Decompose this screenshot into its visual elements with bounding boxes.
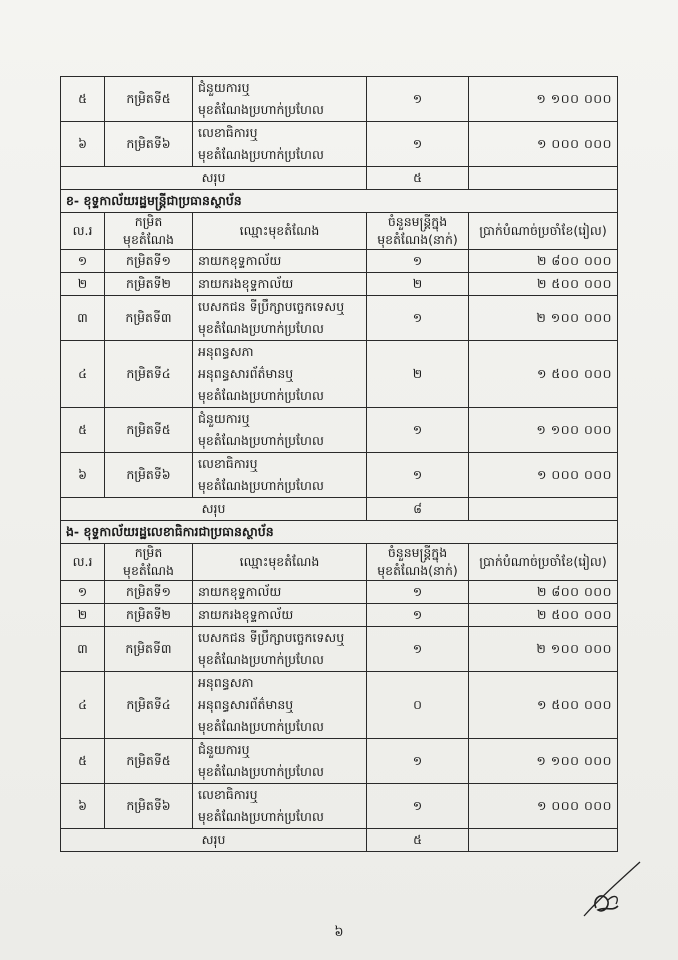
position-cell: នាយកខុទ្ទកាល័យ <box>193 250 367 273</box>
rank-cell: កម្រិតទី៤ <box>105 341 193 408</box>
position-cell: លេខាធិការឬ មុខតំណែងប្រហាក់ប្រហែល <box>193 122 367 167</box>
rank-cell: កម្រិតទី៦ <box>105 453 193 498</box>
row-number: ៦ <box>61 122 105 167</box>
row-number: ៦ <box>61 784 105 829</box>
section-heading-row <box>61 521 618 544</box>
position-cell: លេខាធិការឬ មុខតំណែងប្រហាក់ប្រហែល <box>193 784 367 829</box>
total-row <box>61 498 618 521</box>
salary-cell: ២ ៥០០ ០០០ <box>469 604 618 627</box>
position-cell: នាយករងខុទ្ទកាល័យ <box>193 273 367 296</box>
count-cell: ១ <box>367 784 469 829</box>
table-row <box>61 250 618 273</box>
row-number: ៣ <box>61 627 105 672</box>
salary-cell: ១ ០០០ ០០០ <box>469 784 618 829</box>
position-cell: នាយកខុទ្ទកាល័យ <box>193 581 367 604</box>
header-count: ចំនួនមន្ត្រីក្នុង មុខតំណែង(នាក់) <box>367 544 469 581</box>
total-count: ៥ <box>367 167 469 190</box>
rank-cell: កម្រិតទី៥ <box>105 408 193 453</box>
salary-cell: ២ ៥០០ ០០០ <box>469 273 618 296</box>
row-number: ៦ <box>61 453 105 498</box>
count-cell: ១ <box>367 296 469 341</box>
position-cell: បេសកជន ទីប្រឹក្សាបច្ចេកទេសឬ មុខតំណែងប្រហាក់ប្រហែល <box>193 627 367 672</box>
table-row <box>61 341 618 408</box>
salary-cell: ១ ០០០ ០០០ <box>469 453 618 498</box>
rank-cell: កម្រិតទី១ <box>105 250 193 273</box>
row-number: ៥ <box>61 77 105 122</box>
table-row <box>61 581 618 604</box>
position-cell: ជំនួយការឬ មុខតំណែងប្រហាក់ប្រហែល <box>193 408 367 453</box>
header-position: ឈ្មោះមុខតំណែង <box>193 544 367 581</box>
count-cell: ១ <box>367 77 469 122</box>
salary-cell: ១ ១០០ ០០០ <box>469 739 618 784</box>
table-row <box>61 604 618 627</box>
header-rank: កម្រិត មុខតំណែង <box>105 544 193 581</box>
header-row <box>61 544 618 581</box>
rank-cell: កម្រិតទី២ <box>105 604 193 627</box>
total-count: ៨ <box>367 498 469 521</box>
salary-cell: ១ ៥០០ ០០០ <box>469 341 618 408</box>
count-cell: ១ <box>367 604 469 627</box>
rank-cell: កម្រិតទី៦ <box>105 122 193 167</box>
row-number: ៥ <box>61 408 105 453</box>
header-salary: ប្រាក់បំណាច់ប្រចាំខែ(រៀល) <box>469 544 618 581</box>
table-row <box>61 739 618 784</box>
total-label: សរុប <box>61 829 367 852</box>
table-row <box>61 453 618 498</box>
section-title: ខ- ខុទ្ទកាល័យរដ្ឋមន្ត្រីជាប្រធានស្ថាប័ន <box>61 190 618 213</box>
total-row <box>61 829 618 852</box>
header-rank: កម្រិត មុខតំណែង <box>105 213 193 250</box>
total-label: សរុប <box>61 167 367 190</box>
salary-cell: ១ ១០០ ០០០ <box>469 408 618 453</box>
header-position: ឈ្មោះមុខតំណែង <box>193 213 367 250</box>
position-cell: អនុពន្ធសភា អនុពន្ធសារព័ត៌មានឬ មុខតំណែងប្រហាក់ប្រហែល <box>193 672 367 739</box>
rank-cell: កម្រិតទី៣ <box>105 627 193 672</box>
count-cell: ១ <box>367 739 469 784</box>
count-cell: ០ <box>367 672 469 739</box>
table-row <box>61 408 618 453</box>
rank-cell: កម្រិតទី២ <box>105 273 193 296</box>
rank-cell: កម្រិតទី៣ <box>105 296 193 341</box>
salary-cell: ១ ៥០០ ០០០ <box>469 672 618 739</box>
count-cell: ១ <box>367 627 469 672</box>
rank-cell: កម្រិតទី៤ <box>105 672 193 739</box>
signature-mark <box>578 856 648 926</box>
section-title: ង- ខុទ្ទកាល័យរដ្ឋលេខាធិការជាប្រធានស្ថាប័ន <box>61 521 618 544</box>
header-salary: ប្រាក់បំណាច់ប្រចាំខែ(រៀល) <box>469 213 618 250</box>
header-row <box>61 213 618 250</box>
allowance-table <box>60 76 618 852</box>
row-number: ៤ <box>61 672 105 739</box>
header-no: ល.រ <box>61 213 105 250</box>
salary-cell: ២ ៨០០ ០០០ <box>469 250 618 273</box>
row-number: ៣ <box>61 296 105 341</box>
count-cell: ១ <box>367 408 469 453</box>
position-cell: ជំនួយការឬ មុខតំណែងប្រហាក់ប្រហែល <box>193 77 367 122</box>
row-number: ៤ <box>61 341 105 408</box>
position-cell: បេសកជន ទីប្រឹក្សាបច្ចេកទេសឬ មុខតំណែងប្រហាក់ប្រហែល <box>193 296 367 341</box>
table-row <box>61 77 618 122</box>
count-cell: ២ <box>367 273 469 296</box>
total-label: សរុប <box>61 498 367 521</box>
rank-cell: កម្រិតទី១ <box>105 581 193 604</box>
row-number: ២ <box>61 273 105 296</box>
rank-cell: កម្រិតទី៥ <box>105 77 193 122</box>
position-cell: នាយករងខុទ្ទកាល័យ <box>193 604 367 627</box>
row-number: ៥ <box>61 739 105 784</box>
table-row <box>61 273 618 296</box>
total-count: ៥ <box>367 829 469 852</box>
salary-cell: ២ ១០០ ០០០ <box>469 627 618 672</box>
table-row <box>61 784 618 829</box>
table-row <box>61 296 618 341</box>
salary-cell: ១ ០០០ ០០០ <box>469 122 618 167</box>
position-cell: ជំនួយការឬ មុខតំណែងប្រហាក់ប្រហែល <box>193 739 367 784</box>
row-number: ១ <box>61 250 105 273</box>
table-row <box>61 627 618 672</box>
count-cell: ១ <box>367 122 469 167</box>
rank-cell: កម្រិតទី៥ <box>105 739 193 784</box>
count-cell: ១ <box>367 250 469 273</box>
section-heading-row <box>61 190 618 213</box>
salary-cell: ២ ៨០០ ០០០ <box>469 581 618 604</box>
table-row <box>61 122 618 167</box>
header-count: ចំនួនមន្ត្រីក្នុង មុខតំណែង(នាក់) <box>367 213 469 250</box>
salary-cell: ២ ១០០ ០០០ <box>469 296 618 341</box>
total-row <box>61 167 618 190</box>
position-cell: អនុពន្ធសភា អនុពន្ធសារព័ត៌មានឬ មុខតំណែងប្រហាក់ប្រហែល <box>193 341 367 408</box>
count-cell: ២ <box>367 341 469 408</box>
count-cell: ១ <box>367 453 469 498</box>
header-no: ល.រ <box>61 544 105 581</box>
count-cell: ១ <box>367 581 469 604</box>
position-cell: លេខាធិការឬ មុខតំណែងប្រហាក់ប្រហែល <box>193 453 367 498</box>
page-number: ៦ <box>334 925 344 940</box>
rank-cell: កម្រិតទី៦ <box>105 784 193 829</box>
row-number: ២ <box>61 604 105 627</box>
row-number: ១ <box>61 581 105 604</box>
table-row <box>61 672 618 739</box>
salary-cell: ១ ១០០ ០០០ <box>469 77 618 122</box>
